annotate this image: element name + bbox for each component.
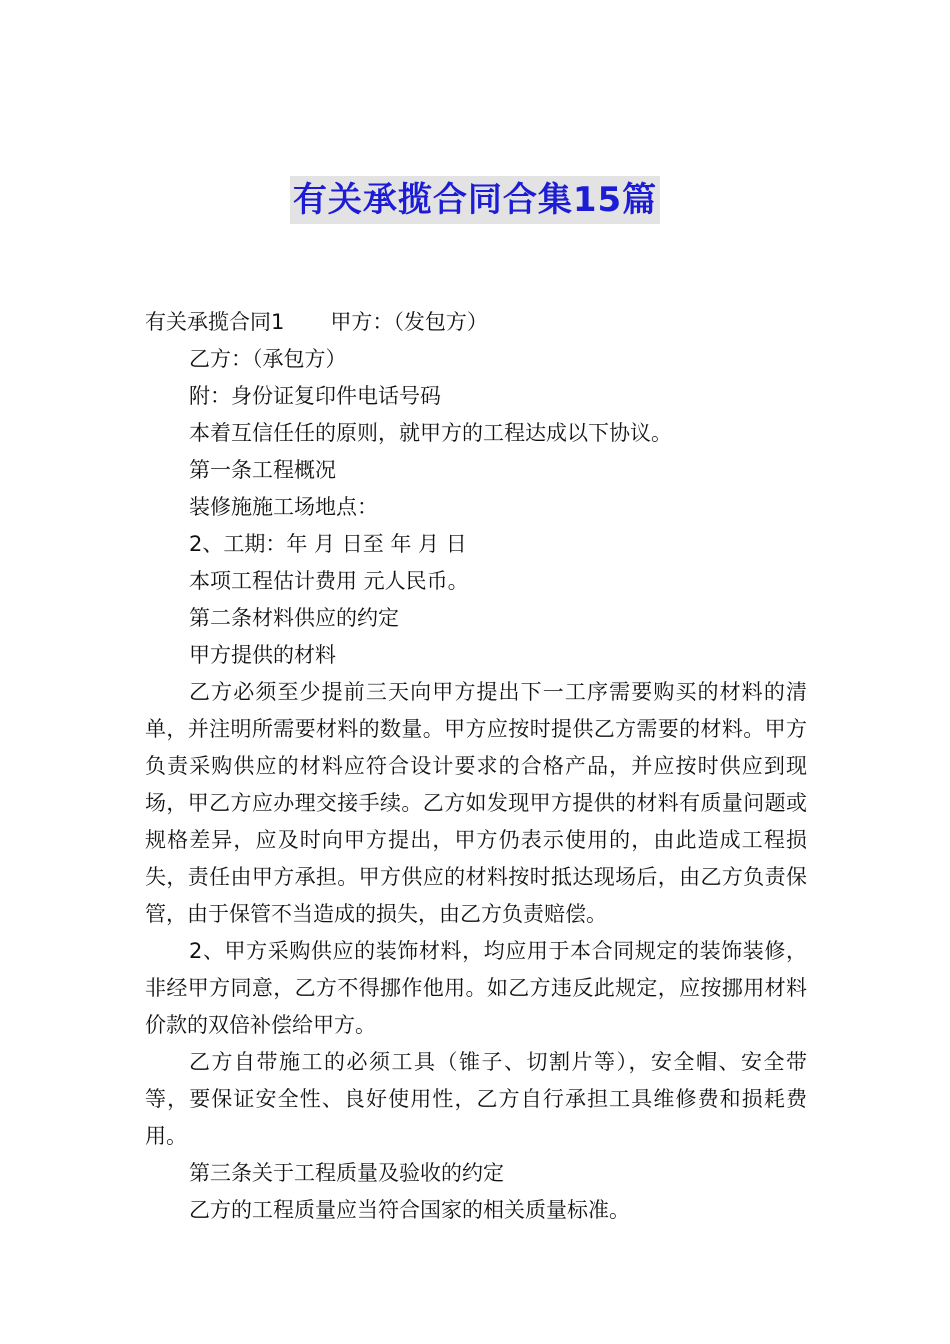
cost-line: 本项工程估计费用 元人民币。 xyxy=(189,569,469,593)
contract-heading: 有关承揽合同1 xyxy=(145,310,285,334)
article-3-heading: 第三条关于工程质量及验收的约定 xyxy=(189,1161,504,1185)
principle-line: 本着互信任任的原则，就甲方的工程达成以下协议。 xyxy=(189,421,672,445)
attachment-line: 附：身份证复印件电话号码 xyxy=(189,384,441,408)
party-a-label: 甲方：（发包方） xyxy=(330,310,488,334)
document-title: 有关承揽合同合集15篇 xyxy=(290,176,660,224)
site-location-line: 装修施施工场地点： xyxy=(189,495,378,519)
document-body xyxy=(145,304,807,1229)
decoration-materials-paragraph: 2、甲方采购供应的装饰材料，均应用于本合同规定的装饰装修，非经甲方同意，乙方不得挪作他用。如乙方违反此规定，应按挪用材料价款的双倍补偿给甲方。 xyxy=(145,939,807,1037)
tools-paragraph: 乙方自带施工的必须工具（锥子、切割片等），安全帽、安全带等，要保证安全性、良好使用性，乙方自行承担工具维修费和损耗费用。 xyxy=(145,1050,807,1148)
duration-line: 2、工期：年 月 日至 年 月 日 xyxy=(189,532,467,556)
party-a-materials-line: 甲方提供的材料 xyxy=(189,643,336,667)
party-b-line: 乙方：（承包方） xyxy=(189,347,347,371)
title-container xyxy=(0,176,950,224)
article-1-heading: 第一条工程概况 xyxy=(189,458,336,482)
heading-line xyxy=(145,304,807,341)
quality-standard-line: 乙方的工程质量应当符合国家的相关质量标准。 xyxy=(189,1198,630,1222)
article-2-heading: 第二条材料供应的约定 xyxy=(189,606,399,630)
materials-paragraph: 乙方必须至少提前三天向甲方提出下一工序需要购买的材料的清单，并注明所需要材料的数量。甲方应按时提供乙方需要的材料。甲方负责采购供应的材料应符合设计要求的合格产品，并应按时供应到现场，甲乙方应办理交接手续。乙方如发现甲方提供的材料有质量问题或规格差异，应及时向甲方提出，甲方仍表示使用的，由此造成工程损失，责任由甲方承担。甲方供应的材料按时抵达现场后，由乙方负责保管，由于保管不当造成的损失，由乙方负责赔偿。 xyxy=(145,680,807,926)
